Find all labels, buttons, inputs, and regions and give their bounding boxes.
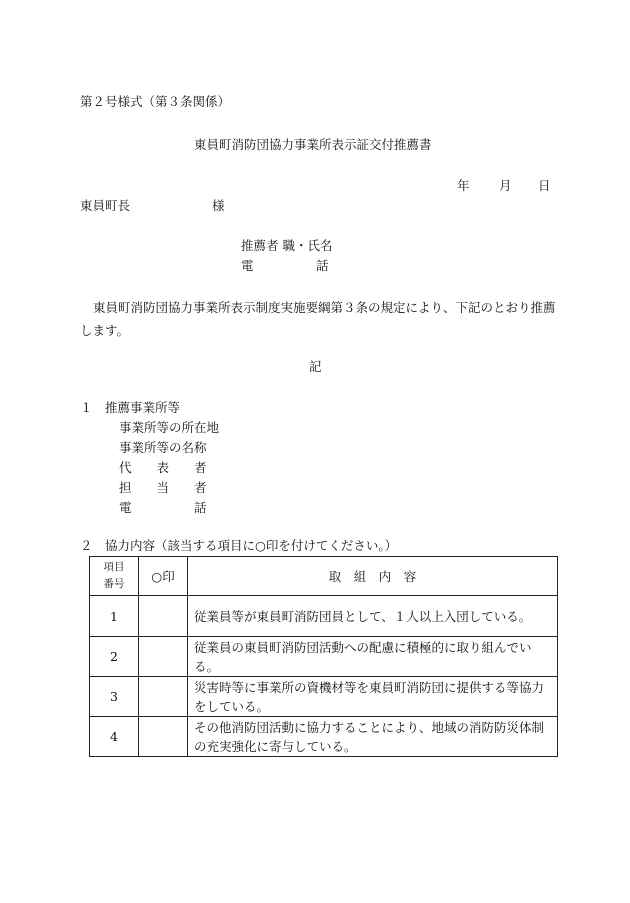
- header-item-number: [90, 557, 139, 596]
- date-year: 年: [457, 178, 470, 193]
- table-row: [90, 717, 558, 757]
- header-item-number-line2: 番号: [103, 578, 125, 590]
- date-day: 日: [538, 178, 551, 193]
- date-month: 月: [499, 178, 512, 193]
- header-content: 取 組 内 容: [188, 557, 558, 596]
- row-content: 従業員等が東員町消防団員として、１人以上入団している。: [188, 596, 558, 637]
- field-location: 事業所等の所在地: [119, 420, 220, 435]
- mark-cell[interactable]: [139, 596, 188, 637]
- row-number: 1: [90, 596, 139, 637]
- field-phone: 電 話: [119, 500, 207, 515]
- row-content: その他消防団活動に協力することにより、地域の消防防災体制の充実強化に寄与している。: [188, 717, 558, 757]
- field-representative: 代 表 者: [119, 460, 207, 475]
- section-1-heading: １ 推薦事業所等: [80, 400, 181, 415]
- addressee-honorific: 様: [212, 198, 225, 213]
- table-row: [90, 596, 558, 637]
- addressee-name: 東員町長: [80, 198, 131, 213]
- row-number: 4: [90, 717, 139, 757]
- header-item-number-line1: 項目: [103, 561, 125, 573]
- section-2-heading: ２ 協力内容（該当する項目に○印を付けてください。）: [80, 538, 398, 553]
- mark-cell[interactable]: [139, 637, 188, 677]
- cooperation-table: [89, 556, 558, 757]
- form-number-label: 第２号様式（第３条関係）: [80, 94, 231, 109]
- field-company-name: 事業所等の名称: [119, 440, 207, 455]
- mark-cell[interactable]: [139, 677, 188, 717]
- header-mark: ○印: [139, 557, 188, 596]
- recommender-phone-label: 電 話: [241, 258, 329, 273]
- body-paragraph: 東員町消防団協力事業所表示制度実施要綱第３条の規定により、下記のとおり推薦します。: [80, 300, 556, 338]
- table-row: [90, 677, 558, 717]
- row-number: 2: [90, 637, 139, 677]
- recommender-name-label: 推薦者 職・氏名: [241, 238, 333, 253]
- row-content: 従業員の東員町消防団活動への配慮に積極的に取り組んでいる。: [188, 637, 558, 677]
- table-row: [90, 637, 558, 677]
- table-header-row: [90, 557, 558, 596]
- ki-heading: 記: [309, 359, 322, 374]
- row-number: 3: [90, 677, 139, 717]
- document-title: 東員町消防団協力事業所表示証交付推薦書: [194, 137, 432, 152]
- row-content: 災害時等に事業所の資機材等を東員町消防団に提供する等協力をしている。: [188, 677, 558, 717]
- mark-cell[interactable]: [139, 717, 188, 757]
- field-person-in-charge: 担 当 者: [119, 480, 207, 495]
